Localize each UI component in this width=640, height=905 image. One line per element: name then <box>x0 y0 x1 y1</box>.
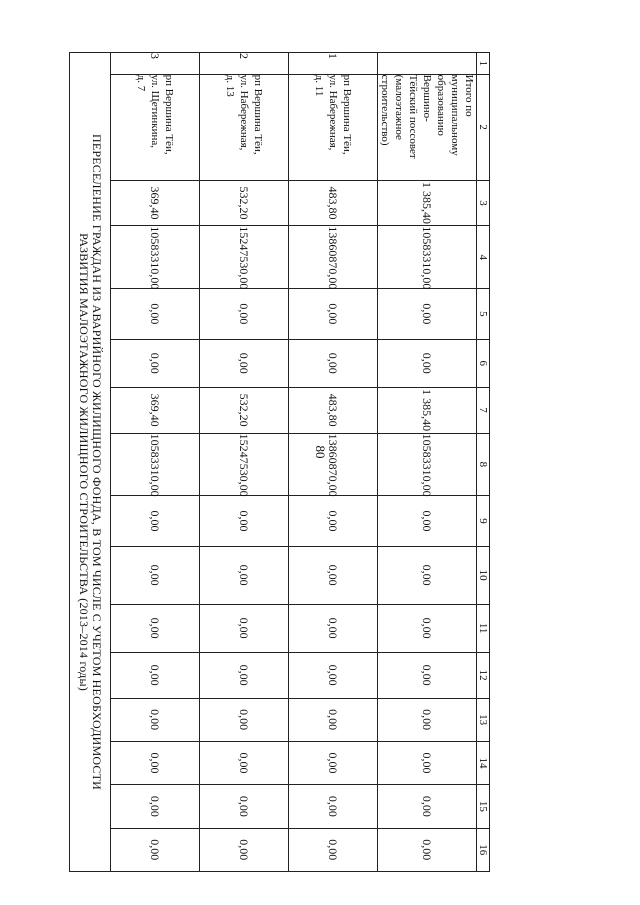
object-name-line: Тёйский поссовет <box>407 74 419 159</box>
value-cell: 1 385,40 <box>378 387 477 433</box>
value-cell: 0,00 <box>200 604 289 652</box>
object-name-line: образованию Вершино- <box>421 74 447 136</box>
value-cell: 0,00 <box>289 339 378 387</box>
header-cell: 4 <box>477 226 490 289</box>
object-name-line: (малоэтажное <box>393 74 405 140</box>
value-cell: 0,00 <box>378 339 477 387</box>
table-row <box>378 53 477 872</box>
resettlement-table <box>69 52 490 872</box>
header-cell: 8 <box>477 433 490 496</box>
caption-line-2: РАЗВИТИЯ МАЛОЭТАЖНОГО ЖИЛИЩНОГО СТРОИТЕЛЬСТВА (2013–2014 годы) <box>77 233 91 691</box>
object-name-line: рп Вершина Тёи, <box>341 74 353 155</box>
value-cell: 0,00 <box>111 546 200 604</box>
row-index <box>378 53 477 75</box>
table-row <box>111 53 200 872</box>
object-name-line: ул. Щетинкина, <box>149 74 161 148</box>
value-cell: 0,00 <box>111 604 200 652</box>
value-cell: 0,00 <box>200 698 289 741</box>
value-cell: 0,00 <box>111 496 200 547</box>
value-cell: 0,00 <box>289 785 378 828</box>
object-name-line: рп Вершина Тёи, <box>252 74 264 155</box>
object-name-line: ул. Набережная, <box>238 74 250 151</box>
value-cell: 532,20 <box>200 180 289 226</box>
header-cell: 13 <box>477 698 490 741</box>
table-row <box>200 53 289 872</box>
rotated-table-wrapper <box>77 52 490 872</box>
value-cell: 0,00 <box>111 698 200 741</box>
value-cell: 0,00 <box>378 289 477 340</box>
object-name-line: рп Вершина Тёи, <box>163 74 175 155</box>
header-cell: 7 <box>477 387 490 433</box>
value-cell: 0,00 <box>289 698 378 741</box>
header-cell: 9 <box>477 496 490 547</box>
value-cell: 0,00 <box>378 785 477 828</box>
object-name-line: д. 7 <box>135 74 147 92</box>
object-name-line: Итого по муниципальному <box>449 74 475 156</box>
value-cell: 10583310,00 <box>111 226 200 289</box>
value-cell: 10583310,00 <box>378 226 477 289</box>
value-cell: 0,00 <box>200 741 289 784</box>
header-cell: 14 <box>477 741 490 784</box>
value-cell: 15247530,00 <box>200 226 289 289</box>
row-index: 3 <box>111 53 200 75</box>
value-cell: 10583310,00 <box>111 433 200 496</box>
section-caption <box>70 53 111 872</box>
header-cell: 16 <box>477 828 490 871</box>
value-cell: 532,20 <box>200 387 289 433</box>
caption-row <box>70 53 111 872</box>
value-cell: 0,00 <box>289 741 378 784</box>
header-cell: 3 <box>477 180 490 226</box>
header-cell: 2 <box>477 74 490 180</box>
header-cell: 5 <box>477 289 490 340</box>
caption-line-1: ПЕРЕСЕЛЕНИЕ ГРАЖДАН ИЗ АВАРИЙНОГО ЖИЛИЩНОГО ФОНДА, В ТОМ ЧИСЛЕ С УЧЕТОМ НЕОБХОДИМОСТИ <box>90 134 104 790</box>
header-cell: 10 <box>477 546 490 604</box>
value-cell: 0,00 <box>111 828 200 871</box>
value-cell: 0,00 <box>200 339 289 387</box>
value-cell: 483,80 <box>289 180 378 226</box>
value-cell: 0,00 <box>378 828 477 871</box>
header-cell: 11 <box>477 604 490 652</box>
object-name-line: д. 13 <box>224 74 236 97</box>
value-cell: 13860870,00 <box>289 226 378 289</box>
object-name-line: ул. Набережная, <box>327 74 339 151</box>
value-cell: 0,00 <box>111 652 200 698</box>
value-cell: 369,40 <box>111 180 200 226</box>
object-name-cell <box>200 74 289 180</box>
header-row <box>477 53 490 872</box>
value-cell: 483,80 <box>289 387 378 433</box>
row-index: 1 <box>289 53 378 75</box>
value-cell: 13860870,00 <box>289 433 378 496</box>
value-cell: 0,00 <box>289 652 378 698</box>
header-cell: 1 <box>477 53 490 75</box>
rotated-table-content <box>77 52 490 872</box>
row-index: 2 <box>200 53 289 75</box>
value-cell: 0,00 <box>200 289 289 340</box>
value-cell: 0,00 <box>378 741 477 784</box>
value-cell: 0,00 <box>289 289 378 340</box>
header-cell: 12 <box>477 652 490 698</box>
value-cell: 0,00 <box>111 339 200 387</box>
value-cell: 0,00 <box>200 546 289 604</box>
page-number: 80 <box>313 445 328 459</box>
value-cell: 0,00 <box>378 496 477 547</box>
value-cell: 0,00 <box>289 496 378 547</box>
object-name-line: строительство) <box>379 74 391 146</box>
value-cell: 0,00 <box>111 785 200 828</box>
value-cell: 10583310,00 <box>378 433 477 496</box>
value-cell: 0,00 <box>200 828 289 871</box>
value-cell: 0,00 <box>378 698 477 741</box>
value-cell: 0,00 <box>378 652 477 698</box>
value-cell: 15247530,00 <box>200 433 289 496</box>
object-name-cell <box>378 74 477 180</box>
value-cell: 0,00 <box>200 785 289 828</box>
value-cell: 0,00 <box>289 828 378 871</box>
value-cell: 0,00 <box>111 741 200 784</box>
value-cell: 369,40 <box>111 387 200 433</box>
value-cell: 0,00 <box>289 546 378 604</box>
header-cell: 6 <box>477 339 490 387</box>
object-name-cell <box>289 74 378 180</box>
value-cell: 0,00 <box>200 496 289 547</box>
object-name-cell <box>111 74 200 180</box>
header-cell: 15 <box>477 785 490 828</box>
value-cell: 0,00 <box>200 652 289 698</box>
value-cell: 1 385,40 <box>378 180 477 226</box>
object-name-line: д. 11 <box>313 74 325 97</box>
value-cell: 0,00 <box>378 546 477 604</box>
value-cell: 0,00 <box>378 604 477 652</box>
value-cell: 0,00 <box>111 289 200 340</box>
table-row <box>289 53 378 872</box>
value-cell: 0,00 <box>289 604 378 652</box>
